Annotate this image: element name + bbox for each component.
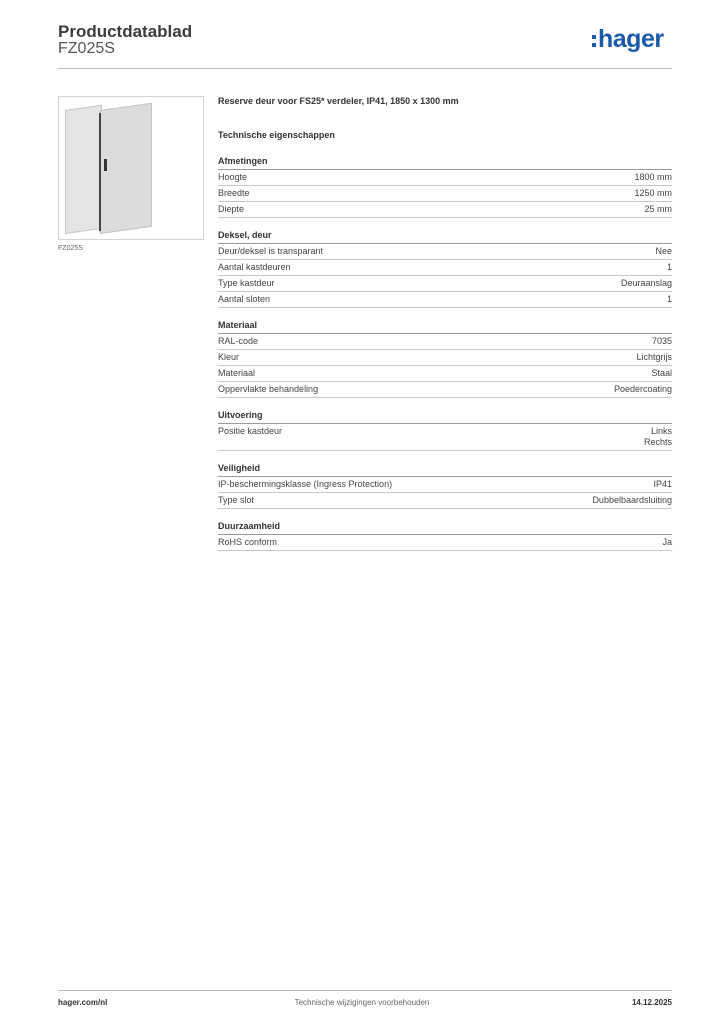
footer-notice: Technische wijzigingen voorbehouden <box>294 998 430 1007</box>
spec-value: Deuraanslag <box>620 278 672 288</box>
hager-logo <box>592 27 664 52</box>
section-title: Uitvoering <box>218 410 672 424</box>
spec-value: 7035 <box>651 336 672 346</box>
spec-value: 25 mm <box>644 204 672 214</box>
spec-label: Aantal kastdeuren <box>218 262 291 272</box>
logo-text: hager <box>598 25 664 53</box>
spec-label: Hoogte <box>218 172 248 182</box>
footer-divider <box>58 990 672 991</box>
spec-row <box>218 535 672 551</box>
header-divider <box>58 68 672 69</box>
spec-label: RAL-code <box>218 336 259 346</box>
spec-row <box>218 186 672 202</box>
spec-value: Dubbelbaardsluiting <box>592 495 672 505</box>
spec-row <box>218 493 672 509</box>
spec-label: RoHS conform <box>218 537 278 547</box>
spec-row <box>218 170 672 186</box>
section-title: Veiligheid <box>218 463 672 477</box>
spec-content <box>218 96 672 551</box>
door-gap <box>99 113 101 231</box>
spec-value: 1800 mm <box>634 172 672 182</box>
spec-row <box>218 334 672 350</box>
spec-section <box>218 320 672 398</box>
double-door-panel-image <box>58 96 204 240</box>
door-left-panel <box>65 105 102 234</box>
tech-heading: Technische eigenschappen <box>218 130 335 140</box>
door-handle-icon <box>104 159 107 171</box>
spec-row <box>218 260 672 276</box>
spec-row <box>218 276 672 292</box>
door-right-panel <box>100 103 152 234</box>
spec-section <box>218 410 672 451</box>
spec-row <box>218 424 672 451</box>
spec-row <box>218 244 672 260</box>
spec-value: 1 <box>666 294 672 304</box>
product-description: Reserve deur voor FS25* verdeler, IP41, 1850 x 1300 mm <box>218 96 459 106</box>
spec-label: Diepte <box>218 204 245 214</box>
spec-value: 1 <box>666 262 672 272</box>
spec-value: Poedercoating <box>613 384 672 394</box>
image-caption: FZ025S <box>58 245 83 252</box>
spec-label: Materiaal <box>218 368 256 378</box>
spec-section <box>218 230 672 308</box>
spec-label: Type kastdeur <box>218 278 275 288</box>
spec-value: Staal <box>651 368 672 378</box>
spec-section <box>218 156 672 218</box>
spec-value: 1250 mm <box>634 188 672 198</box>
spec-row <box>218 382 672 398</box>
section-title: Afmetingen <box>218 156 672 170</box>
spec-value: IP41 <box>653 479 672 489</box>
logo-dots-icon <box>592 35 596 47</box>
spec-row <box>218 292 672 308</box>
section-title: Duurzaamheid <box>218 521 672 535</box>
spec-label: Kleur <box>218 352 240 362</box>
spec-label: Oppervlakte behandeling <box>218 384 319 394</box>
footer-date: 14.12.2025 <box>631 998 672 1007</box>
spec-label: Breedte <box>218 188 250 198</box>
section-title: Materiaal <box>218 320 672 334</box>
spec-section <box>218 463 672 509</box>
product-code: FZ025S <box>58 40 115 57</box>
spec-row <box>218 350 672 366</box>
section-title: Deksel, deur <box>218 230 672 244</box>
spec-value: Links Rechts <box>643 426 672 447</box>
footer-website: hager.com/nl <box>58 998 108 1007</box>
spec-value: Nee <box>655 246 672 256</box>
spec-sections <box>218 156 672 551</box>
spec-label: IP-beschermingsklasse (Ingress Protection) <box>218 479 393 489</box>
spec-label: Aantal sloten <box>218 294 271 304</box>
spec-label: Deur/deksel is transparant <box>218 246 324 256</box>
spec-value: Lichtgrijs <box>636 352 672 362</box>
spec-label: Positie kastdeur <box>218 426 283 436</box>
spec-section <box>218 521 672 551</box>
spec-row <box>218 366 672 382</box>
spec-label: Type slot <box>218 495 255 505</box>
spec-row <box>218 477 672 493</box>
page-title: Productdatablad <box>58 22 193 41</box>
spec-value: Ja <box>662 537 672 547</box>
spec-row <box>218 202 672 218</box>
